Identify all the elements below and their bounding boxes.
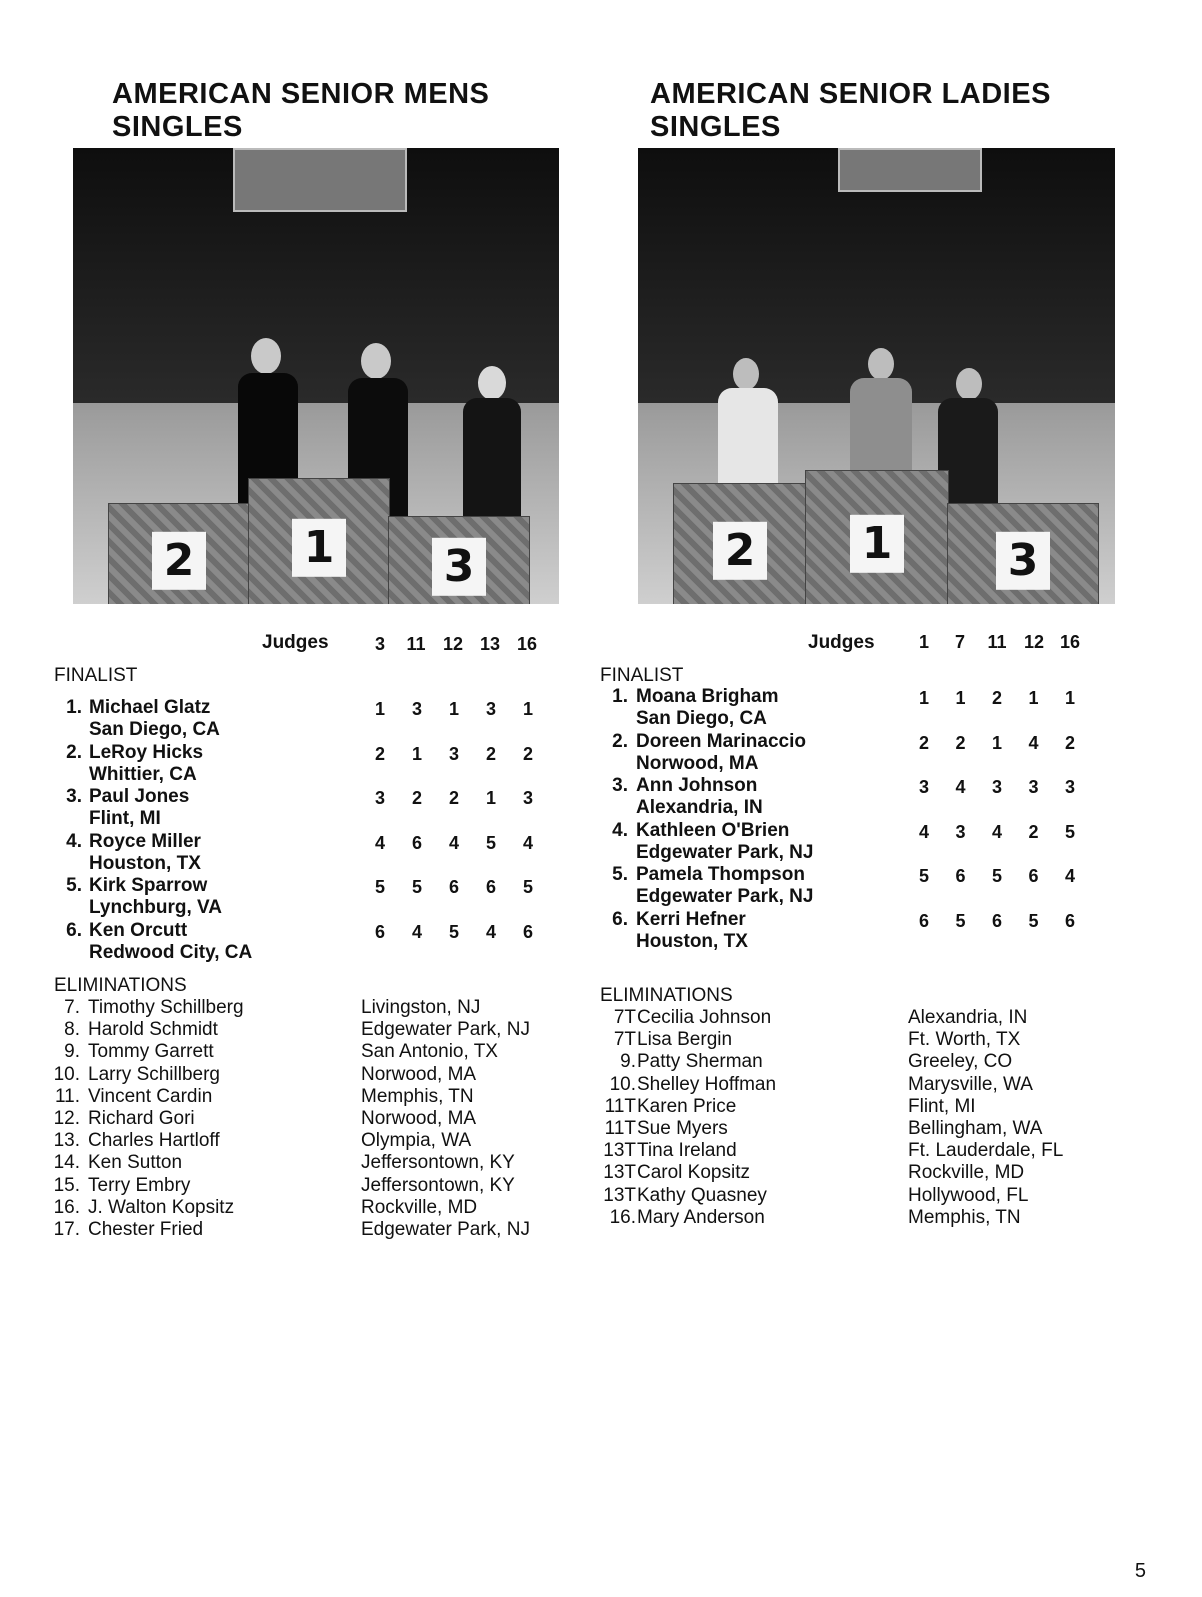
elimination-name: Harold Schmidt <box>88 1019 218 1041</box>
finalist-score: 3 <box>522 788 533 808</box>
elimination-name: Vincent Cardin <box>88 1085 213 1107</box>
elimination-city: Rockville, MD <box>908 1162 1025 1184</box>
finalist-heading: FINALIST <box>600 665 684 686</box>
judge-number: 16 <box>516 634 538 654</box>
finalist-score: 4 <box>1028 732 1039 753</box>
banner-image <box>233 148 407 212</box>
elimination-city: Greeley, CO <box>908 1051 1013 1073</box>
elimination-city: Jeffersontown, KY <box>361 1174 515 1196</box>
elimination-name: Charles Hartloff <box>88 1130 220 1152</box>
judge-number: 3 <box>374 634 385 654</box>
podium-second <box>108 503 250 604</box>
elimination-name: J. Walton Kopsitz <box>88 1196 235 1218</box>
finalist-city: Edgewater Park, NJ <box>636 841 814 863</box>
elimination-city: Livingston, NJ <box>361 997 481 1018</box>
mens-title <box>112 78 489 144</box>
elimination-rank: 16. <box>609 1206 636 1228</box>
elimination-city: Bellingham, WA <box>908 1118 1043 1139</box>
finalist-city: Houston, TX <box>636 930 748 952</box>
judge-number: 11 <box>406 634 426 654</box>
finalist-score: 2 <box>1064 732 1075 753</box>
finalist-score: 4 <box>1064 866 1075 886</box>
finalist-score: 1 <box>991 732 1002 753</box>
elimination-rank: 11. <box>54 1085 80 1107</box>
elimination-name: Karen Price <box>637 1095 737 1117</box>
podium-number-2: 2 <box>713 521 767 579</box>
finalist-rank: 1. <box>612 686 628 707</box>
finalist-score: 6 <box>1028 866 1039 886</box>
elimination-rank: 13T <box>603 1162 636 1184</box>
finalist-score: 5 <box>448 921 459 942</box>
elimination-city: Edgewater Park, NJ <box>361 1219 530 1240</box>
elimination-name: Patty Sherman <box>637 1051 763 1073</box>
ladies-title-line2: SINGLES <box>650 111 781 143</box>
elimination-rank: 7T <box>613 1029 636 1051</box>
mens-title-line1: AMERICAN SENIOR MENS <box>112 78 490 110</box>
finalist-rank: 6. <box>66 919 82 941</box>
podium-number-3: 3 <box>432 538 486 596</box>
mens-podium-photo <box>73 148 559 604</box>
finalist-score: 1 <box>1028 688 1039 708</box>
elimination-name: Tina Ireland <box>637 1140 737 1162</box>
finalist-name: Royce Miller <box>89 830 201 852</box>
finalist-score: 2 <box>485 743 496 764</box>
podium-third <box>388 516 530 604</box>
elimination-rank: 15. <box>53 1174 80 1196</box>
judge-number: 1 <box>918 632 929 652</box>
finalist-score: 5 <box>522 877 533 897</box>
judge-number: 11 <box>987 632 1007 652</box>
judge-number: 13 <box>479 634 501 654</box>
finalist-score: 1 <box>374 699 385 719</box>
podium-first <box>805 470 949 604</box>
elimination-name: Larry Schillberg <box>88 1063 220 1085</box>
podium-second <box>673 483 807 604</box>
finalist-score: 4 <box>374 832 385 853</box>
finalist-city: Flint, MI <box>89 808 161 829</box>
ladies-title <box>650 78 1051 144</box>
finalist-score: 1 <box>1064 688 1075 708</box>
skater-figure <box>733 358 759 390</box>
podium-number-1: 1 <box>850 515 904 573</box>
podium-third <box>947 503 1099 604</box>
finalist-name: Michael Glatz <box>89 697 211 718</box>
elimination-rank: 16. <box>53 1196 80 1218</box>
finalist-score: 5 <box>991 866 1002 886</box>
elimination-city: Rockville, MD <box>361 1196 478 1218</box>
elimination-name: Ken Sutton <box>88 1152 183 1174</box>
skater-figure <box>361 343 391 379</box>
elimination-name: Tommy Garrett <box>88 1041 214 1063</box>
finalist-score: 4 <box>448 832 459 853</box>
podium-number-2: 2 <box>152 531 206 589</box>
elimination-rank: 12. <box>53 1108 80 1129</box>
elimination-name: Carol Kopsitz <box>637 1162 750 1184</box>
skater-figure <box>868 348 894 380</box>
elimination-rank: 7. <box>64 997 80 1018</box>
finalist-rank: 3. <box>66 786 82 807</box>
finalist-city: Alexandria, IN <box>636 797 763 818</box>
finalist-score: 5 <box>374 877 385 897</box>
podium-number-3: 3 <box>996 531 1050 589</box>
elimination-city: Marysville, WA <box>908 1073 1033 1095</box>
elimination-rank: 13. <box>53 1130 80 1152</box>
finalist-name: Ann Johnson <box>636 775 758 796</box>
finalist-score: 5 <box>918 866 929 886</box>
elimination-name: Cecilia Johnson <box>637 1007 772 1028</box>
judge-number: 7 <box>954 632 965 652</box>
elimination-city: San Antonio, TX <box>361 1041 498 1063</box>
finalist-score: 6 <box>448 877 459 897</box>
judge-number: 16 <box>1059 632 1081 652</box>
elimination-city: Jeffersontown, KY <box>361 1152 515 1174</box>
finalist-score: 2 <box>411 788 422 808</box>
finalist-city: Redwood City, CA <box>89 941 253 963</box>
finalist-rank: 2. <box>66 741 82 763</box>
ladies-podium-photo <box>638 148 1115 604</box>
finalist-rank: 3. <box>612 775 628 796</box>
finalist-score: 6 <box>955 866 966 886</box>
elimination-rank: 7T <box>613 1007 636 1028</box>
finalist-name: Doreen Marinaccio <box>636 730 806 752</box>
elimination-name: Kathy Quasney <box>637 1184 767 1206</box>
finalist-score: 1 <box>918 688 929 708</box>
judge-number: 12 <box>442 634 464 654</box>
elimination-city: Edgewater Park, NJ <box>361 1019 530 1041</box>
elimination-city: Olympia, WA <box>361 1130 472 1152</box>
finalist-score: 5 <box>955 910 966 931</box>
elimination-name: Lisa Bergin <box>637 1029 733 1051</box>
finalist-score: 2 <box>522 743 533 764</box>
finalist-score: 6 <box>485 877 496 897</box>
judge-number: 12 <box>1023 632 1045 652</box>
finalist-city: Houston, TX <box>89 852 201 874</box>
finalist-city: San Diego, CA <box>636 708 767 729</box>
finalist-score: 6 <box>1064 910 1075 931</box>
finalist-score: 2 <box>374 743 385 764</box>
finalist-score: 3 <box>1028 777 1039 797</box>
elimination-name: Richard Gori <box>88 1108 195 1129</box>
finalist-score: 3 <box>1064 777 1075 797</box>
podium-first <box>248 478 390 604</box>
finalist-score: 4 <box>955 777 966 797</box>
skater-figure <box>478 366 506 400</box>
podium-number-1: 1 <box>292 519 346 577</box>
banner-image <box>838 148 982 192</box>
finalist-score: 6 <box>374 921 385 942</box>
finalist-score: 6 <box>411 832 422 853</box>
elimination-name: Terry Embry <box>88 1174 191 1196</box>
finalist-rank: 2. <box>612 730 628 752</box>
elimination-rank: 9. <box>64 1041 80 1063</box>
finalist-score: 2 <box>448 788 459 808</box>
eliminations-heading: ELIMINATIONS <box>54 975 187 996</box>
finalist-score: 5 <box>1064 821 1075 842</box>
finalist-rank: 4. <box>66 830 82 852</box>
finalist-score: 2 <box>918 732 929 753</box>
elimination-city: Norwood, MA <box>361 1108 477 1129</box>
finalist-name: Ken Orcutt <box>89 919 188 941</box>
elimination-rank: 13T <box>603 1140 636 1162</box>
elimination-rank: 8. <box>64 1019 80 1041</box>
finalist-score: 1 <box>411 743 422 764</box>
finalist-score: 6 <box>918 910 929 931</box>
skater-figure <box>956 368 982 400</box>
finalist-name: LeRoy Hicks <box>89 741 204 763</box>
elimination-city: Ft. Lauderdale, FL <box>908 1140 1064 1162</box>
finalist-rank: 5. <box>66 875 82 896</box>
finalist-city: San Diego, CA <box>89 719 220 740</box>
finalist-score: 3 <box>448 743 459 764</box>
elimination-city: Memphis, TN <box>361 1085 474 1107</box>
elimination-rank: 11T <box>604 1095 636 1117</box>
finalist-score: 6 <box>522 921 533 942</box>
elimination-city: Alexandria, IN <box>908 1007 1028 1028</box>
finalist-score: 4 <box>991 821 1002 842</box>
elimination-rank: 13T <box>603 1184 636 1206</box>
finalist-name: Kerri Hefner <box>636 908 746 930</box>
finalist-name: Paul Jones <box>89 786 190 807</box>
elimination-city: Norwood, MA <box>361 1063 477 1085</box>
finalist-city: Norwood, MA <box>636 752 759 774</box>
finalist-score: 1 <box>522 699 533 719</box>
elimination-rank: 11T <box>604 1118 636 1139</box>
elimination-name: Mary Anderson <box>637 1206 765 1228</box>
elimination-city: Hollywood, FL <box>908 1184 1029 1206</box>
elimination-name: Shelley Hoffman <box>637 1073 777 1095</box>
finalist-score: 3 <box>374 788 385 808</box>
elimination-name: Sue Myers <box>637 1118 728 1139</box>
finalist-name: Kirk Sparrow <box>89 875 208 896</box>
finalist-score: 2 <box>991 688 1002 708</box>
elimination-rank: 10. <box>609 1073 636 1095</box>
finalist-name: Moana Brigham <box>636 686 779 707</box>
elimination-rank: 17. <box>53 1219 80 1240</box>
finalist-score: 2 <box>1028 821 1039 842</box>
finalist-score: 4 <box>918 821 929 842</box>
finalist-city: Whittier, CA <box>89 763 197 785</box>
elimination-rank: 9. <box>620 1051 636 1073</box>
finalist-rank: 5. <box>612 864 628 885</box>
finalist-rank: 6. <box>612 908 628 930</box>
finalist-rank: 4. <box>612 819 628 841</box>
elimination-name: Timothy Schillberg <box>88 997 244 1018</box>
finalist-city: Edgewater Park, NJ <box>636 886 814 907</box>
finalist-score: 1 <box>955 688 966 708</box>
finalist-score: 5 <box>411 877 422 897</box>
finalist-score: 1 <box>485 788 496 808</box>
elimination-rank: 10. <box>53 1063 80 1085</box>
finalist-city: Lynchburg, VA <box>89 897 222 918</box>
finalist-score: 3 <box>918 777 929 797</box>
page-number: 5 <box>1134 1560 1146 1582</box>
finalist-score: 4 <box>485 921 496 942</box>
judges-label: Judges <box>808 632 875 653</box>
finalist-score: 3 <box>991 777 1002 797</box>
finalist-score: 2 <box>955 732 966 753</box>
elimination-city: Memphis, TN <box>908 1206 1021 1228</box>
finalist-heading: FINALIST <box>54 665 138 686</box>
finalist-rank: 1. <box>66 697 82 718</box>
finalist-score: 3 <box>485 699 496 719</box>
finalist-score: 3 <box>411 699 422 719</box>
finalist-score: 5 <box>485 832 496 853</box>
ladies-title-line1: AMERICAN SENIOR LADIES <box>650 78 1051 110</box>
finalist-score: 1 <box>448 699 459 719</box>
elimination-rank: 14. <box>53 1152 80 1174</box>
eliminations-heading: ELIMINATIONS <box>600 985 733 1006</box>
finalist-score: 4 <box>522 832 533 853</box>
finalist-score: 3 <box>955 821 966 842</box>
judges-label: Judges <box>262 632 329 653</box>
elimination-name: Chester Fried <box>88 1219 204 1240</box>
skater-figure <box>251 338 281 374</box>
finalist-score: 5 <box>1028 910 1039 931</box>
elimination-city: Flint, MI <box>908 1095 976 1117</box>
elimination-city: Ft. Worth, TX <box>908 1029 1021 1051</box>
mens-title-line2: SINGLES <box>112 111 243 143</box>
finalist-name: Kathleen O'Brien <box>636 819 790 841</box>
finalist-name: Pamela Thompson <box>636 864 805 885</box>
finalist-score: 6 <box>991 910 1002 931</box>
finalist-score: 4 <box>411 921 422 942</box>
